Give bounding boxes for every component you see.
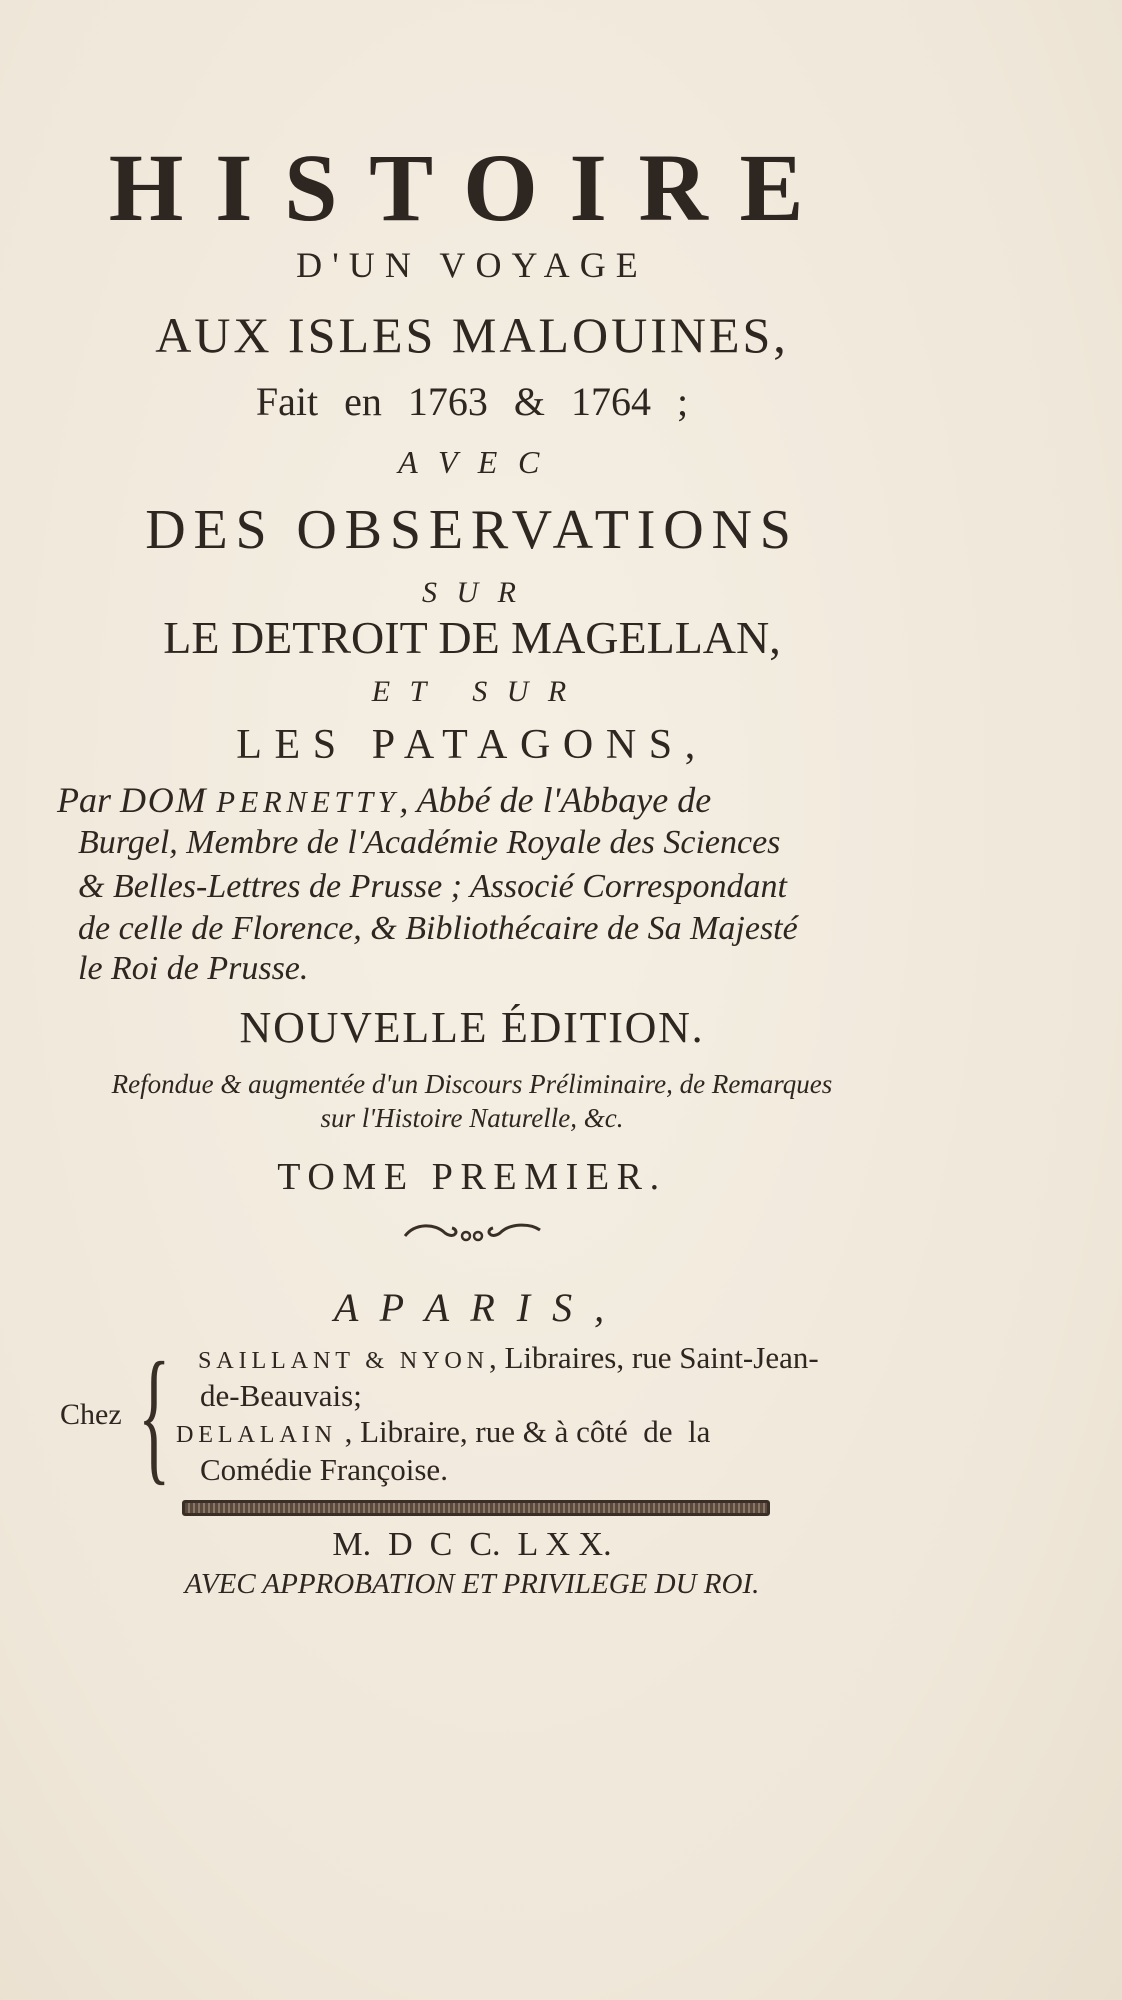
edition-note-1: Refondue & augmentée d'un Discours Préliminaire, de Remarques	[111, 1069, 833, 1099]
publisher-2-line-2: Comédie Françoise.	[200, 1452, 448, 1487]
patagons-line: LES PATAGONS,	[236, 722, 708, 768]
author-line-2: Burgel, Membre de l'Académie Royale des Sciences	[78, 824, 781, 861]
privilege-line: AVEC APPROBATION ET PRIVILEGE DU ROI.	[184, 1568, 760, 1600]
author-line-1	[57, 782, 887, 818]
year-line: M. D C C. L X X.	[332, 1526, 612, 1563]
horizontal-rule	[182, 1500, 770, 1516]
publisher-2-address: , Libraire, rue & à côté de la	[336, 1414, 711, 1449]
ornament-icon	[400, 1218, 545, 1248]
publisher-1-line-1	[198, 1342, 1028, 1373]
author-line-4: de celle de Florence, & Bibliothécaire de Sa Majesté	[78, 910, 798, 947]
publisher-2-name: DELALAIN	[176, 1421, 337, 1448]
author-dom: DOM	[120, 780, 208, 820]
main-title: HISTOIRE	[108, 134, 836, 241]
observations-line: DES OBSERVATIONS	[145, 499, 799, 561]
avec-line: A V E C	[398, 444, 546, 480]
edition-line: NOUVELLE ÉDITION.	[239, 1003, 705, 1052]
dates-line: Fait en 1763 & 1764 ;	[255, 379, 689, 424]
author-title: , Abbé de l'Abbaye de	[399, 780, 712, 820]
place-line: A P A R I S ,	[333, 1285, 611, 1330]
detroit-line: LE DETROIT DE MAGELLAN,	[163, 612, 781, 663]
author-par: Par	[57, 780, 111, 820]
sur-line: S U R	[422, 576, 522, 609]
publisher-1-address: , Libraires, rue Saint-Jean-	[488, 1340, 819, 1375]
publisher-2-line-1	[176, 1416, 1006, 1447]
author-name: PERNETTY	[216, 785, 400, 819]
edition-note-2: sur l'Histoire Naturelle, &c.	[320, 1103, 624, 1133]
author-line-5: le Roi de Prusse.	[78, 950, 309, 987]
chez-label: Chez	[60, 1398, 122, 1431]
subtitle-voyage: D'UN VOYAGE	[296, 245, 648, 285]
brace-icon: {	[138, 1332, 171, 1498]
publisher-1-line-2: de-Beauvais;	[200, 1378, 362, 1413]
author-line-3: & Belles-Lettres de Prusse ; Associé Correspondant	[78, 868, 787, 905]
et-sur-line: E T S U R	[371, 675, 573, 708]
tome-line: TOME PREMIER.	[277, 1156, 667, 1198]
subtitle-malouines: AUX ISLES MALOUINES,	[155, 307, 789, 363]
publisher-1-name: SAILLANT & NYON	[198, 1347, 489, 1374]
